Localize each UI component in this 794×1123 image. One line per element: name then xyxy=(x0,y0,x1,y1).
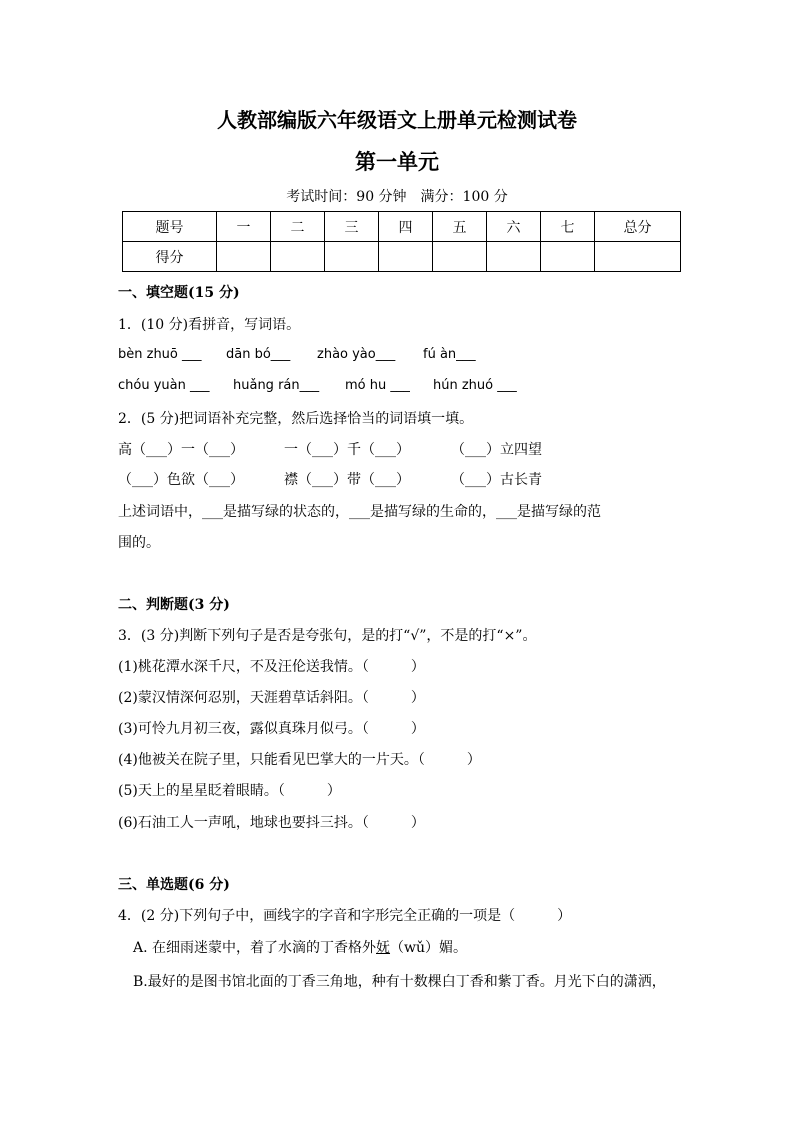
score-cell[interactable] xyxy=(325,242,379,272)
pinyin-item: dān bó___ xyxy=(226,347,291,362)
question-2-paragraph: 上述词语中，___是描写绿的状态的，___是描写绿的生命的，___是描写绿的范 xyxy=(118,504,601,520)
question-3-stem: 3．(3 分)判断下列句子是否是夸张句，是的打“√”，不是的打“×”。 xyxy=(118,628,537,644)
header-cell: 五 xyxy=(433,212,487,242)
option-b[interactable]: B.最好的是图书馆北面的丁香三角地，种有十数棵白丁香和紫丁香。月光下白的潇洒， xyxy=(133,974,666,990)
score-table-header-row xyxy=(123,212,681,242)
pinyin-item: fú àn___ xyxy=(423,347,476,362)
header-cell: 题号 xyxy=(123,212,217,242)
pinyin-item: bèn zhuō ___ xyxy=(118,347,202,362)
judgment-item: (1)桃花潭水深千尺，不及汪伦送我情。（ ） xyxy=(118,659,425,675)
header-cell: 六 xyxy=(487,212,541,242)
question-4-stem: 4．(2 分)下列句子中，画线字的字音和字形完全正确的一项是（ ） xyxy=(118,908,572,924)
score-cell[interactable] xyxy=(433,242,487,272)
question-1-stem: 1．(10 分)看拼音，写词语。 xyxy=(118,317,301,333)
pinyin-item: huǎng rán___ xyxy=(233,378,320,393)
idiom-item: 襟（___）带（___） xyxy=(284,472,410,488)
judgment-item: (6)石油工人一声吼，地球也要抖三抖。（ ） xyxy=(118,815,425,831)
unit-subtitle: 第一单元 xyxy=(355,149,439,174)
pinyin-item: mó hu ___ xyxy=(345,378,410,393)
option-a[interactable] xyxy=(133,937,467,957)
pinyin-item: chóu yuàn ___ xyxy=(118,378,210,393)
page-title: 人教部编版六年级语文上册单元检测试卷 xyxy=(217,108,577,132)
underlined-character: 妩 xyxy=(376,940,391,956)
header-cell: 四 xyxy=(379,212,433,242)
score-cell[interactable] xyxy=(271,242,325,272)
question-2-stem: 2．(5 分)把词语补充完整，然后选择恰当的词语填一填。 xyxy=(118,411,474,427)
header-cell: 七 xyxy=(541,212,595,242)
score-table xyxy=(122,211,681,272)
judgment-item: (5)天上的星星眨着眼睛。（ ） xyxy=(118,783,341,799)
header-cell: 一 xyxy=(217,212,271,242)
score-cell[interactable] xyxy=(487,242,541,272)
judgment-item: (2)蒙汉情深何忍别，天涯碧草话斜阳。（ ） xyxy=(118,690,425,706)
option-a-pinyin: （wǔ）媚。 xyxy=(390,940,468,956)
idiom-item: 一（___）千（___） xyxy=(284,442,410,458)
section-heading-single-choice: 三、单选题(6 分) xyxy=(118,877,230,893)
score-row-label: 得分 xyxy=(123,242,217,272)
score-table-score-row xyxy=(123,242,681,272)
pinyin-item: zhào yào___ xyxy=(317,347,396,362)
header-cell: 三 xyxy=(325,212,379,242)
score-cell[interactable] xyxy=(217,242,271,272)
score-cell[interactable] xyxy=(541,242,595,272)
idiom-item: （___）古长青 xyxy=(451,472,542,488)
idiom-item: （___）立四望 xyxy=(451,442,542,458)
header-cell: 二 xyxy=(271,212,325,242)
judgment-item: (4)他被关在院子里，只能看见巴掌大的一片天。（ ） xyxy=(118,752,481,768)
judgment-item: (3)可怜九月初三夜，露似真珠月似弓。（ ） xyxy=(118,721,425,737)
score-cell[interactable] xyxy=(595,242,681,272)
option-a-text: A. 在细雨迷蒙中，着了水滴的丁香格外 xyxy=(133,940,377,956)
section-heading-true-false: 二、判断题(3 分) xyxy=(118,597,230,613)
question-2-paragraph-cont: 围的。 xyxy=(118,535,160,551)
score-cell[interactable] xyxy=(379,242,433,272)
idiom-item: 高（___）一（___） xyxy=(118,442,244,458)
section-heading-fill-in: 一、填空题(15 分) xyxy=(118,285,240,301)
exam-info: 考试时间：90 分钟 满分：100 分 xyxy=(286,189,508,205)
header-cell: 总分 xyxy=(595,212,681,242)
idiom-item: （___）色欲（___） xyxy=(118,472,244,488)
pinyin-item: hún zhuó ___ xyxy=(433,378,517,393)
